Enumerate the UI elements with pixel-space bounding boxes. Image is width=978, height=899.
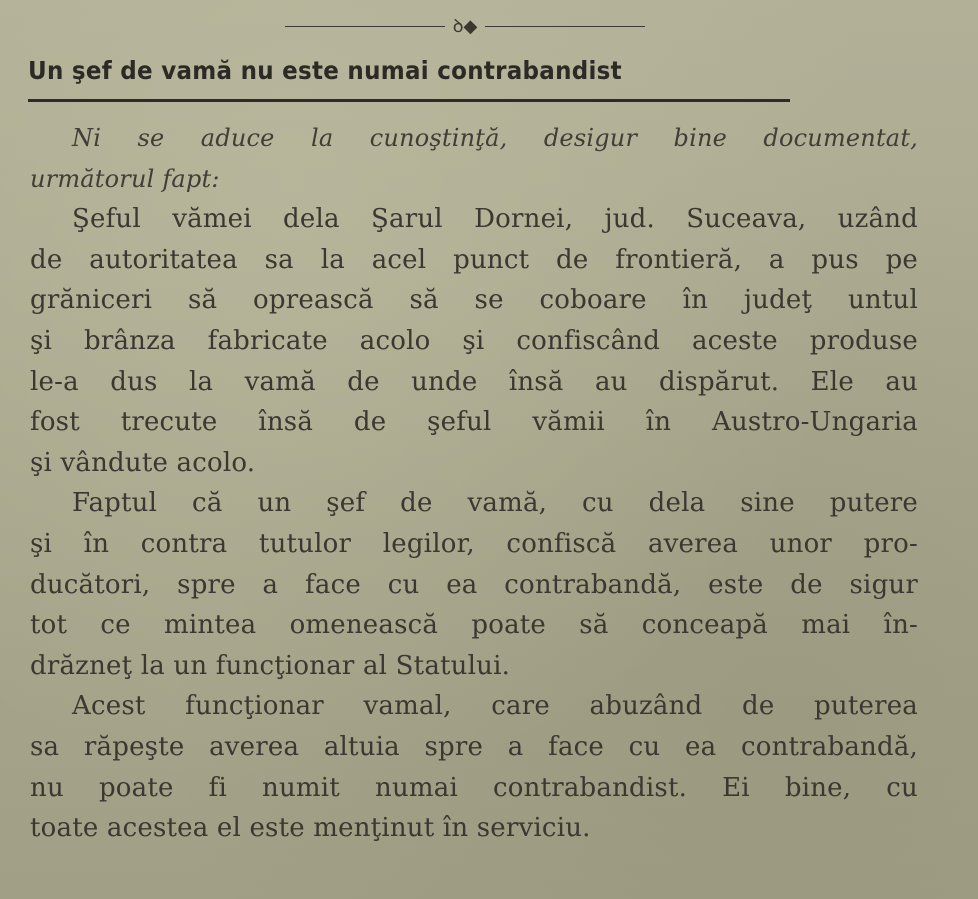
ornament-glyph: ꝺ◆ bbox=[452, 16, 478, 37]
paragraph-line: Şeful vămei dela Şarul Dornei, jud. Suceava, uzând bbox=[72, 204, 918, 235]
article-headline: Un şef de vamă nu este numai contrabandist bbox=[28, 56, 622, 85]
ornament-rule-left bbox=[285, 26, 445, 27]
paragraph-line: nu poate fi numit numai contrabandist. Ei bine, cu bbox=[30, 772, 918, 803]
paragraph-line: şi brânza fabricate acolo şi confiscând aceste produse bbox=[30, 325, 918, 356]
paragraph-line: de autoritatea sa la acel punct de frontieră, a pus pe bbox=[30, 244, 918, 275]
ornament-rule-right bbox=[485, 26, 645, 27]
paragraph-line: tot ce mintea omenească poate să conceapă mai în- bbox=[30, 610, 918, 641]
paragraph-line: sa răpeşte averea altuia spre a face cu ea contrabandă, bbox=[30, 731, 918, 762]
paragraph-line: fost trecute însă de şeful vămii în Austro-Ungaria bbox=[30, 407, 918, 438]
paragraph-line: le-a dus la vamă de unde însă au dispărut. Ele au bbox=[30, 366, 918, 397]
paragraph-line: Acest funcţionar vamal, care abuzând de puterea bbox=[72, 691, 918, 722]
intro-line: următorul fapt: bbox=[30, 164, 220, 193]
headline-underline bbox=[28, 99, 790, 102]
paragraph-line: şi în contra tutulor legilor, confiscă averea unor pro- bbox=[30, 528, 918, 559]
article-body bbox=[30, 118, 918, 849]
paragraph-line: grăniceri să oprească să se coboare în judeţ untul bbox=[30, 285, 918, 316]
header-ornament bbox=[285, 16, 645, 38]
paragraph-line: şi vândute acolo. bbox=[30, 447, 256, 478]
paragraph-line: drăzneţ la un funcţionar al Statului. bbox=[30, 650, 511, 681]
paragraph-line: Faptul că un şef de vamă, cu dela sine putere bbox=[72, 488, 918, 519]
intro-line: Ni se aduce la cunoştinţă, desigur bine documentat, bbox=[72, 124, 918, 152]
paragraph-line: toate acestea el este menţinut în serviciu. bbox=[30, 813, 591, 844]
paragraph-line: ducători, spre a face cu ea contrabandă, este de sigur bbox=[30, 569, 918, 600]
